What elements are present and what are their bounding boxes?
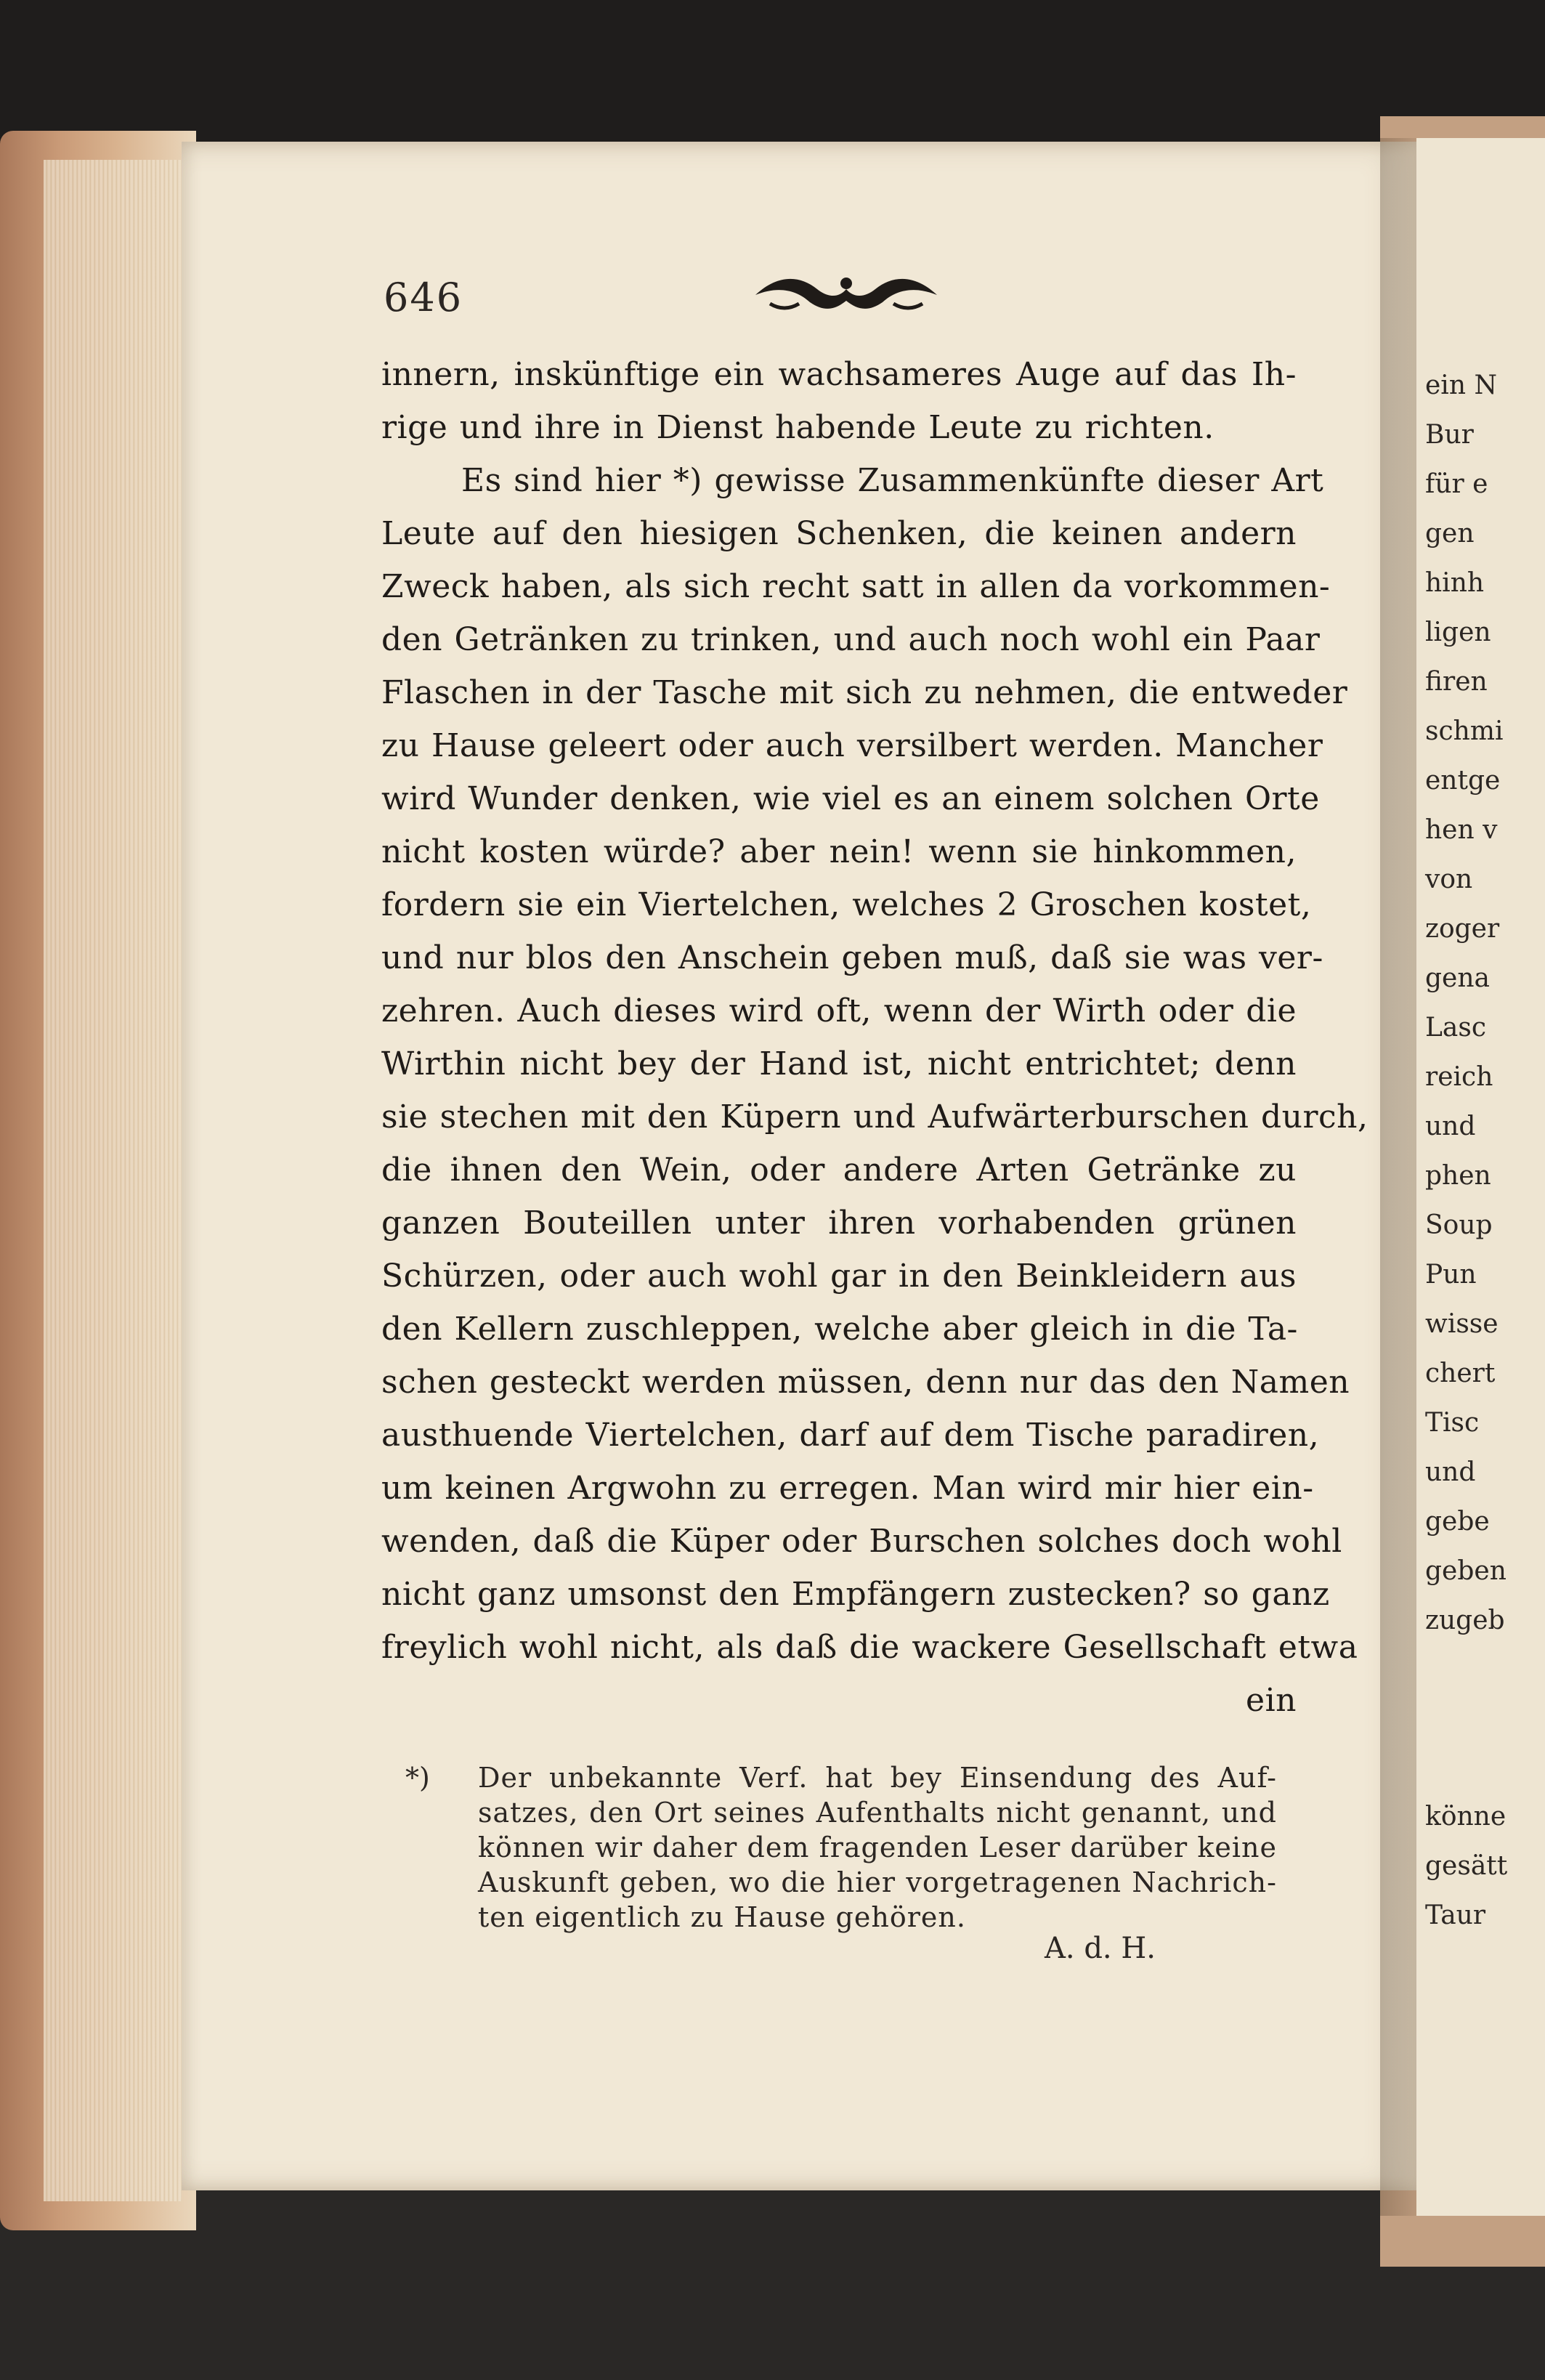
facing-page-fragment: Soup [1425,1210,1493,1240]
footnote-line: Auskunft geben, wo die hier vorgetragenen Nachrich- [478,1866,1277,1898]
text-line: fordern sie ein Viertelchen, welches 2 Groschen kostet, [381,886,1312,923]
text-line: rige und ihre in Dienst habende Leute zu richten. [381,409,1214,446]
facing-page-fragment: von [1425,865,1473,894]
text-line: um keinen Argwohn zu erregen. Man wird mir hier ein- [381,1470,1314,1507]
facing-page-fragment: und [1425,1457,1476,1487]
facing-page-fragment: ein N [1425,371,1497,400]
decorative-vignette-icon [748,267,944,318]
facing-page-fragment: hen v [1425,815,1498,845]
facing-page-fragment: zugeb [1425,1606,1505,1635]
facing-page-fragment: zoger [1425,914,1500,944]
facing-page-fragment: gena [1425,963,1490,993]
facing-page-fragment: entge [1425,766,1501,796]
scan-background [0,0,1545,145]
text-line: den Kellern zuschleppen, welche aber gleich in die Ta- [381,1311,1298,1348]
facing-page-fragment: für e [1425,469,1488,499]
text-line: austhuende Viertelchen, darf auf dem Tische paradiren, [381,1417,1320,1454]
text-line: ganzen Bouteillen unter ihren vorhabenden grünen [381,1205,1297,1242]
facing-page-fragment: firen [1425,667,1488,697]
footnote-marker: *) [405,1762,430,1794]
text-line: zehren. Auch dieses wird oft, wenn der Wirth oder die [381,992,1297,1029]
text-line: wenden, daß die Küper oder Burschen solches doch wohl [381,1523,1342,1560]
text-line: Es sind hier *) gewisse Zusammenkünfte dieser Art [461,462,1324,499]
text-line: Wirthin nicht bey der Hand ist, nicht entrichtet; denn [381,1045,1297,1082]
footnote-line: Der unbekannte Verf. hat bey Einsendung des Auf- [478,1762,1277,1794]
facing-page-fragment: Taur [1425,1901,1486,1930]
facing-page-fragment: und [1425,1112,1476,1141]
facing-page-fragment: Lasc [1425,1013,1487,1043]
footnote-line: satzes, den Ort seines Aufenthalts nicht genannt, und [478,1797,1277,1829]
text-line: wird Wunder denken, wie viel es an einem solchen Orte [381,780,1320,817]
facing-page-fragment: chert [1425,1359,1496,1388]
text-line: Flaschen in der Tasche mit sich zu nehmen, die entweder [381,674,1348,711]
facing-page [1416,138,1545,2216]
page-number: 646 [384,275,463,320]
text-line: nicht ganz umsonst den Empfängern zustecken? so ganz [381,1576,1330,1613]
text-line: nicht kosten würde? aber nein! wenn sie hinkommen, [381,833,1297,870]
text-line: innern, inskünftige ein wachsameres Auge auf das Ih- [381,356,1297,393]
facing-page-fragment: gebe [1425,1507,1490,1537]
footnote-line: ten eigentlich zu Hause gehören. [478,1901,966,1933]
footnote-signature: A. d. H. [1045,1932,1156,1965]
facing-page-fragment: wisse [1425,1309,1499,1339]
text-line: zu Hause geleert oder auch versilbert werden. Mancher [381,727,1323,764]
facing-page-fragment: Bur [1425,420,1474,450]
text-line: den Getränken zu trinken, und auch noch wohl ein Paar [381,621,1321,658]
text-line: Zweck haben, als sich recht satt in allen da vorkommen- [381,568,1331,605]
facing-page-fragment: geben [1425,1556,1507,1586]
facing-page-fragment: Pun [1425,1260,1477,1290]
text-line: und nur blos den Anschein geben muß, daß sie was ver- [381,939,1323,976]
facing-page-fragment: hinh [1425,568,1485,598]
book-fore-edge [0,131,196,2230]
text-line: die ihnen den Wein, oder andere Arten Getränke zu [381,1151,1297,1189]
facing-page-fragment: schmi [1425,716,1504,746]
facing-page-fragment: gesätt [1425,1851,1508,1881]
facing-page-fragment: Tisc [1425,1408,1480,1438]
footnote-line: können wir daher dem fragenden Leser darüber keine [478,1831,1277,1863]
facing-page-fragment: gen [1425,519,1475,549]
facing-page-fragment: phen [1425,1161,1491,1191]
text-line: sie stechen mit den Küpern und Aufwärterburschen durch, [381,1098,1368,1136]
facing-page-fragment: reich [1425,1062,1493,1092]
text-line: schen gesteckt werden müssen, denn nur das den Namen [381,1364,1350,1401]
text-line: Schürzen, oder auch wohl gar in den Beinkleidern aus [381,1258,1297,1295]
facing-page-fragment: könne [1425,1802,1507,1831]
text-line: Leute auf den hiesigen Schenken, die keinen andern [381,515,1297,552]
facing-page-fragment: ligen [1425,618,1491,647]
catchword: ein [1246,1682,1297,1719]
text-line: freylich wohl nicht, als daß die wackere Gesellschaft etwa [381,1629,1358,1666]
